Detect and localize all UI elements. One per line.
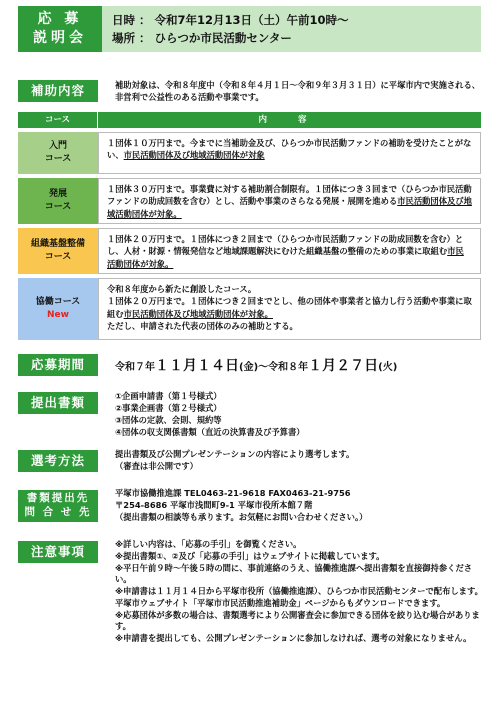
briefing-banner	[18, 6, 481, 52]
period-era-end: 令和８年	[268, 362, 309, 373]
selection-line1: 提出書類及び公開プレゼンテーションの内容により選考します。	[115, 449, 355, 459]
course-text: １団体２０万円まで。１団体につき２回まで（ひらつか市民活動ファンドの助成回数を含む）とし、人材・財源・情報発信など地域課題解決にむけた組織基盤の整備のための事業に取組む	[107, 234, 464, 257]
course-body-development	[98, 178, 481, 224]
contact-label	[18, 490, 98, 522]
note-item: ※提出書類①、②及び「応募の手引」はウェブサイトに掲載しています。	[115, 550, 385, 561]
course-table	[18, 112, 481, 340]
notes-list	[115, 539, 483, 645]
selection-label: 選考方法	[18, 450, 98, 472]
course-row-intro	[18, 132, 481, 174]
course-row-development	[18, 178, 481, 224]
period-era-start: 令和７年	[115, 362, 155, 373]
subsidy-text: 補助対象は、令和８年度中（令和８年４月１日～令和９年３月３１日）に平塚市内で実施される、非営利で公益性のある活動や事業です。	[115, 80, 481, 103]
course-table-header	[18, 112, 481, 128]
contact-label-line2: 問 合 せ 先	[24, 506, 92, 518]
document-item: ②事業企画書（第２号様式）	[115, 403, 222, 414]
period-day-end: (火)	[378, 362, 398, 373]
documents-list	[115, 390, 483, 438]
course-text: 令和８年度から新たに創設したコース。 １団体２０万円まで。１団体につき２回までとし、他の団体や事業者と協力し行う活動や事業に取組む	[107, 284, 472, 319]
header-course: コース	[18, 112, 98, 128]
briefing-badge-line2: 説明会	[33, 30, 87, 46]
course-name-line2: コース	[44, 154, 72, 164]
contact-info	[115, 487, 483, 523]
contact-label-line1: 書類提出先	[26, 492, 90, 505]
course-body-collaboration	[98, 278, 481, 340]
course-target: 市民活動団体及び地域活動団体が対象。	[123, 308, 273, 319]
documents-label: 提出書類	[18, 392, 98, 414]
period-dates	[115, 356, 397, 376]
contact-address: 〒254-8686 平塚市浅間町9-1 平塚市役所本館７階	[115, 500, 313, 511]
document-item: ③団体の定款、会則、規約等	[115, 415, 222, 426]
course-name-line1: 入門	[48, 140, 67, 151]
selection-line2: （審査は非公開です）	[115, 461, 198, 472]
briefing-date: 日時 ： 令和7年12月13日（土）午前10時～	[112, 13, 349, 27]
briefing-info	[102, 6, 481, 52]
course-text: １団体３０万円まで。事業費に対する補助割合制限有。１団体につき３回まで（ひらつか市民活動ファンドの助成回数を含む）とし、活動や事業のさらなる発展・展開を進める	[107, 184, 472, 207]
note-item: ※応募団体が多数の場合は、書類選考により公開審査会に参加できる団体を絞り込む場合があります。	[115, 609, 480, 632]
period-day-start: (金)	[239, 362, 259, 373]
course-body-intro	[98, 132, 481, 174]
period-date-start: １１月１４日	[155, 358, 239, 374]
header-content: 内 容	[98, 112, 481, 128]
course-name-intro	[18, 132, 98, 174]
note-item: ※詳しい内容は、「応募の手引」を御覧ください。	[115, 539, 302, 549]
briefing-badge-line1: 応 募	[37, 11, 83, 28]
course-body-organization	[98, 228, 481, 274]
course-name-line2: コース	[44, 252, 72, 262]
course-name-collaboration	[18, 278, 98, 340]
course-target: 市民活動団体及び地域活動団体が対象	[123, 150, 265, 161]
note-item: ※申請書は１１月１４日から平塚市役所（協働推進課）、ひらつか市民活動センターで配布します。平塚市ウェブサイト「平塚市市民活動推進補助金」ページからもダウンロードできます。	[115, 586, 483, 608]
notes-label: 注意事項	[18, 541, 98, 563]
subsidy-label: 補助内容	[18, 80, 98, 102]
course-row-organization	[18, 228, 481, 274]
period-label: 応募期間	[18, 354, 98, 376]
course-name-line1: 協働コース	[35, 296, 81, 307]
course-target: 市民活動団体及び地域活動団体が対象。	[107, 196, 472, 219]
course-text: １団体１０万円まで。今までに当補助金及び、ひらつか市民活動ファンドの補助を受けたことがない、	[107, 138, 472, 161]
contact-phone: 平塚市協働推進課 TEL0463-21-9618 FAX0463-21-9756	[115, 488, 351, 498]
course-name-line2: コース	[44, 202, 72, 212]
briefing-place: 場所 ： ひらつか市民活動センター	[112, 31, 292, 46]
course-text-after: ただし、申請された代表の団体のみの補助とする。	[107, 321, 298, 332]
note-item: ※平日午前９時～午後５時の間に、事前連絡のうえ、協働推進課へ提出書類を直接御持参ください。	[115, 562, 473, 585]
selection-text	[115, 448, 483, 472]
course-row-collaboration	[18, 278, 481, 340]
course-name-organization	[18, 228, 98, 274]
document-item: ①企画申請書（第１号様式）	[115, 391, 222, 401]
course-name-line1: 組織基盤整備	[30, 238, 85, 249]
note-item: ※申請書を提出しても、公開プレゼンテーションに参加しなければ、選考の対象になりません。	[115, 633, 472, 644]
period-date-end: １月２７日	[308, 358, 379, 374]
course-name-development	[18, 178, 98, 224]
briefing-badge	[18, 6, 102, 52]
contact-note: （提出書類の相談等も承ります。お気軽にお問い合わせください。）	[115, 512, 368, 523]
document-item: ④団体の収支関係書類（直近の決算書及び予算書）	[115, 427, 305, 438]
course-target: 市民活動団体が対象。	[107, 246, 464, 269]
period-separator: ～	[258, 362, 269, 373]
new-badge: New	[47, 310, 69, 320]
course-name-line1: 発展	[48, 188, 67, 199]
